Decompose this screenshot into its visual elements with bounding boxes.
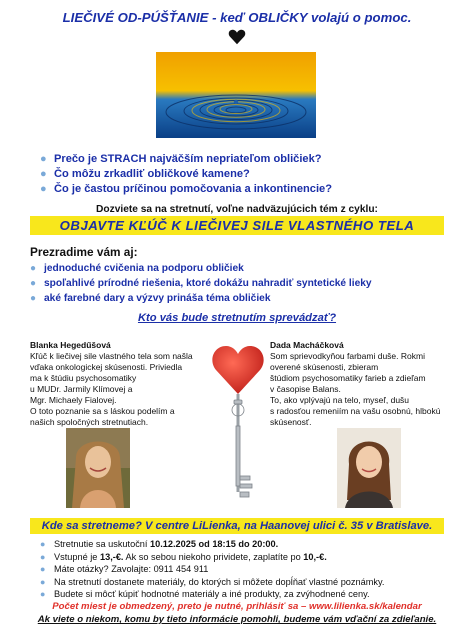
details-list bbox=[40, 538, 460, 601]
registration-notice: Počet miest je obmedzený, preto je nutné, prihlásiť sa – www.lilienka.sk/kalendar bbox=[52, 601, 422, 612]
person1-name: Blanka Hegedűšová bbox=[30, 340, 111, 350]
bullet-dot-icon: ● bbox=[30, 293, 37, 304]
bullet-dot-icon: ● bbox=[30, 263, 37, 274]
cycle-title-banner: OBJAVTE KĽÚČ K LIEČIVEJ SILE VLASTNÉHO TELA bbox=[30, 216, 444, 235]
bullet-dot-icon: ● bbox=[40, 576, 46, 587]
bullet-dot-icon: ● bbox=[40, 153, 47, 165]
person1-photo bbox=[66, 428, 130, 508]
black-heart-icon bbox=[228, 28, 246, 46]
water-ripple-image bbox=[156, 52, 316, 138]
questions-list bbox=[40, 152, 460, 197]
bullet-dot-icon: ● bbox=[40, 539, 46, 549]
bullet-dot-icon: ● bbox=[30, 278, 37, 289]
list-item: ● Prečo je STRACH najväčším nepriateľom obličiek? bbox=[40, 153, 322, 165]
list-item: ● Máte otázky? Zavolajte: 0911 454 911 bbox=[40, 564, 209, 574]
bullet-dot-icon: ● bbox=[40, 589, 46, 599]
heart-key-icon bbox=[210, 344, 266, 512]
bullet-dot-icon: ● bbox=[40, 183, 47, 195]
list-item: ● Čo je častou príčinou pomočovania a inkontinencie? bbox=[40, 183, 333, 195]
list-item: ● Čo môžu zrkadliť obličkové kamene? bbox=[40, 168, 250, 180]
person2-bio: Som sprievodkyňou farbami duše. Rokmi overené skúsenosti, zbieram štúdiom psychosomatiky farieb a zdieľam v časopise Balans. To, ako vplývajú na telo, myseľ, dušu s radosťou remeniím na vašu osobnú, hlbokú skúsenosť. bbox=[270, 351, 441, 427]
person2-name: Dada Macháčková bbox=[270, 340, 344, 350]
list-item: ● Vstupné je 13,-€. Ak so sebou niekoho prividete, zaplatíte po 10,-€. bbox=[40, 551, 327, 562]
list-item: ● Na stretnutí dostanete materiály, do ktorých si môžete dopĺňať vlastné poznámky. bbox=[40, 576, 385, 587]
offers-list bbox=[30, 261, 450, 306]
bullet-dot-icon: ● bbox=[40, 564, 46, 574]
location-banner: Kde sa stretneme? V centre LiLienka, na Haanovej ulici č. 35 v Bratislave. bbox=[30, 518, 444, 534]
list-item: ● Budete si môcť kúpiť hodnotné materiály a iné produkty, za zvýhodnené ceny. bbox=[40, 589, 370, 599]
guides-heading: Kto vás bude stretnutím sprevádzať? bbox=[137, 312, 337, 324]
bullet-dot-icon: ● bbox=[40, 168, 47, 180]
offer-heading: Prezradime vám aj: bbox=[30, 245, 138, 259]
page-title: LIEČIVÉ OD-PÚŠŤANIE - keď OBLIČKY volajú o pomoc. bbox=[62, 10, 412, 25]
list-item: ● spoľahlivé prírodné riešenia, ktoré dokážu nahradiť syntetické lieky bbox=[30, 278, 372, 289]
invite-text: Dozviete sa na stretnutí, voľne nadväzujúcich tém z cyklu: bbox=[96, 204, 378, 215]
person2-photo bbox=[337, 428, 401, 508]
bullet-dot-icon: ● bbox=[40, 551, 46, 562]
list-item: ● jednoduché cvičenia na podporu obličiek bbox=[30, 263, 244, 274]
share-footer: Ak viete o niekom, komu by tieto informácie pomohli, budeme vám vďační za zdieľanie. bbox=[37, 614, 437, 625]
list-item: ● aké farebné dary a výzvy prináša téma obličiek bbox=[30, 293, 271, 304]
list-item: ● Stretnutie sa uskutoční 10.12.2025 od 18:15 do 20:00. bbox=[40, 539, 279, 549]
person1-bio: Kľúč k liečivej sile vlastného tela som našla vďaka onkologickej skúsenosti. Priviedla ma k štúdiu psychosomatiky u MUDr. Jarmily Klímovej a Mgr. Michaely Fialovej. O toto poznanie sa s láskou podelím a našich spoločných stretnutiach. bbox=[30, 351, 193, 427]
